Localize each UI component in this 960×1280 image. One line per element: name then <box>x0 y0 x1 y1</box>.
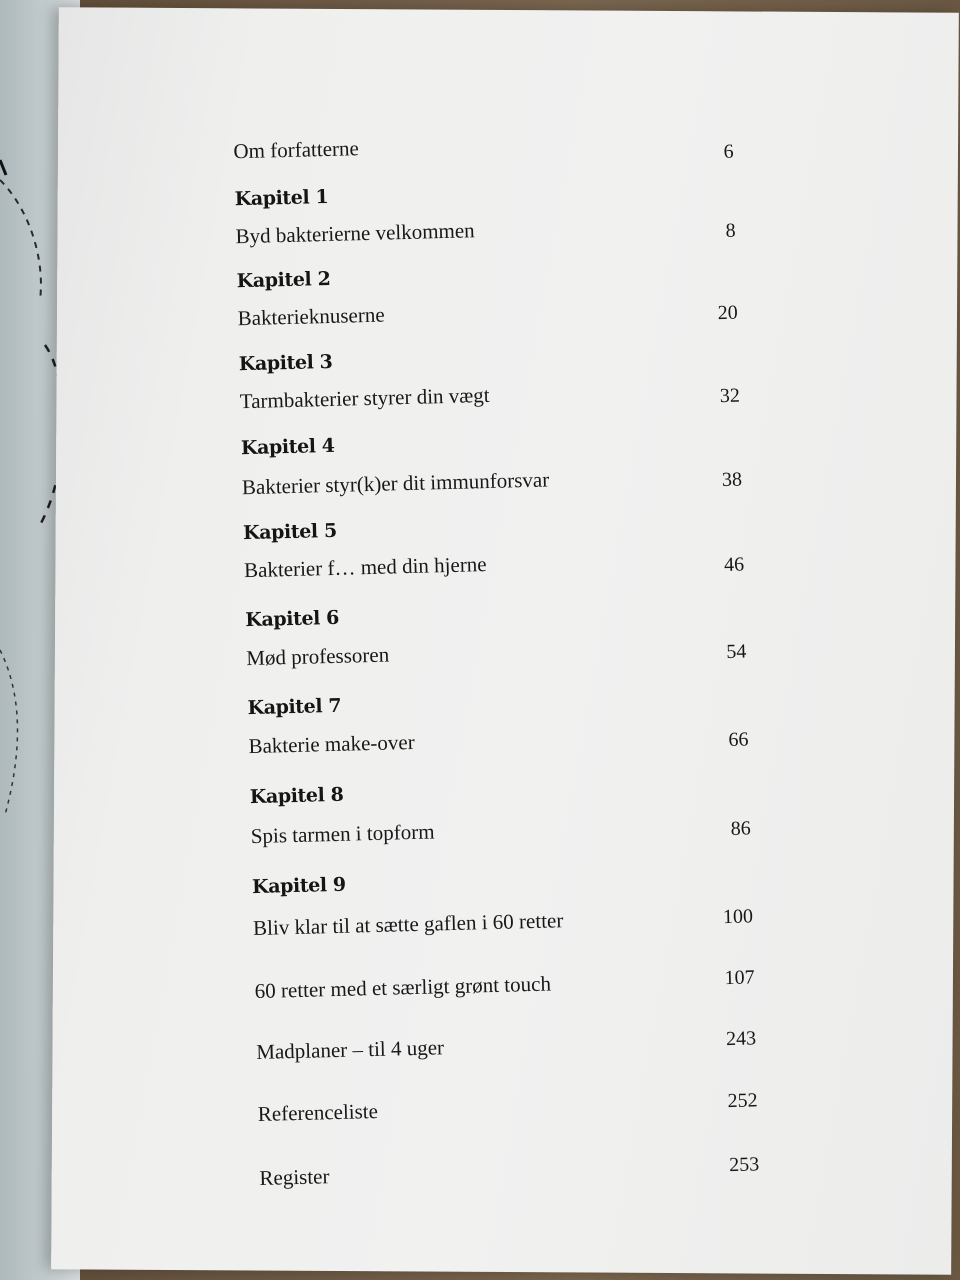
toc-entry-page: 107 <box>724 966 755 990</box>
toc-entry-page: 20 <box>717 301 738 325</box>
toc-entry-page: 6 <box>723 140 734 163</box>
toc-entry <box>257 1089 758 1126</box>
toc-entry <box>233 111 734 164</box>
toc-entry-title: 60 retter med et særligt grønt touch <box>254 971 552 1004</box>
toc-entry-chapter: Kapitel 7 <box>247 694 342 720</box>
toc-entry-chapter: Kapitel 4 <box>240 434 335 460</box>
toc-entry-page: 38 <box>721 468 743 492</box>
toc-entry <box>251 849 754 941</box>
toc-entry-title: Bakterier styr(k)er dit immunforsvar <box>241 467 550 500</box>
toc-entry-chapter: Kapitel 9 <box>251 873 346 899</box>
toc-entry <box>245 583 747 671</box>
table-of-contents <box>233 111 760 1190</box>
toc-entry-title: Bliv klar til at sætte gaflen i 60 retter <box>252 908 564 941</box>
toc-entry-page: 100 <box>722 905 754 929</box>
toc-entry-title: Spis tarmen i topform <box>250 819 435 849</box>
toc-entry-title: Madplaner – til 4 uger <box>255 1035 445 1065</box>
toc-entry <box>259 1153 760 1190</box>
toc-entry-chapter: Kapitel 3 <box>238 350 333 376</box>
toc-entry-chapter: Kapitel 5 <box>242 519 338 545</box>
toc-entry-title: Tarmbakterier styrer din vægt <box>239 382 490 414</box>
toc-entry-page: 252 <box>727 1089 758 1113</box>
toc-entry <box>247 670 749 759</box>
toc-entry <box>249 759 752 849</box>
toc-entry-title: Bakterier f… med din hjerne <box>243 552 487 583</box>
toc-entry-chapter: Kapitel 6 <box>245 606 340 632</box>
toc-entry-chapter: Kapitel 8 <box>249 783 344 809</box>
toc-entry <box>240 411 743 500</box>
toc-entry-title: Register <box>259 1164 330 1190</box>
toc-entry-page: 66 <box>728 728 749 751</box>
toc-entry-title: Byd bakterierne velkommen <box>235 218 475 249</box>
toc-entry-page: 243 <box>725 1027 757 1051</box>
toc-entry-page: 54 <box>726 640 747 663</box>
toc-entry <box>255 1027 757 1065</box>
toc-entry-chapter: Kapitel 1 <box>234 185 329 211</box>
toc-entry-title: Mød professoren <box>245 642 390 671</box>
toc-entry <box>254 966 755 1004</box>
toc-entry-chapter: Kapitel 2 <box>236 267 331 293</box>
toc-entry <box>234 162 736 249</box>
toc-entry-title: Om forfatterne <box>233 136 360 164</box>
toc-entry-page: 32 <box>719 384 741 408</box>
toc-entry-title: Bakterie make-over <box>248 729 415 759</box>
toc-entry-page: 253 <box>729 1153 760 1177</box>
toc-entry-page: 8 <box>725 219 736 242</box>
contents-page <box>51 7 959 1274</box>
toc-entry-title: Bakterieknuserne <box>237 302 385 331</box>
toc-entry-page: 86 <box>730 817 752 840</box>
toc-entry-title: Referenceliste <box>257 1098 379 1126</box>
toc-entry-page: 46 <box>723 553 745 577</box>
